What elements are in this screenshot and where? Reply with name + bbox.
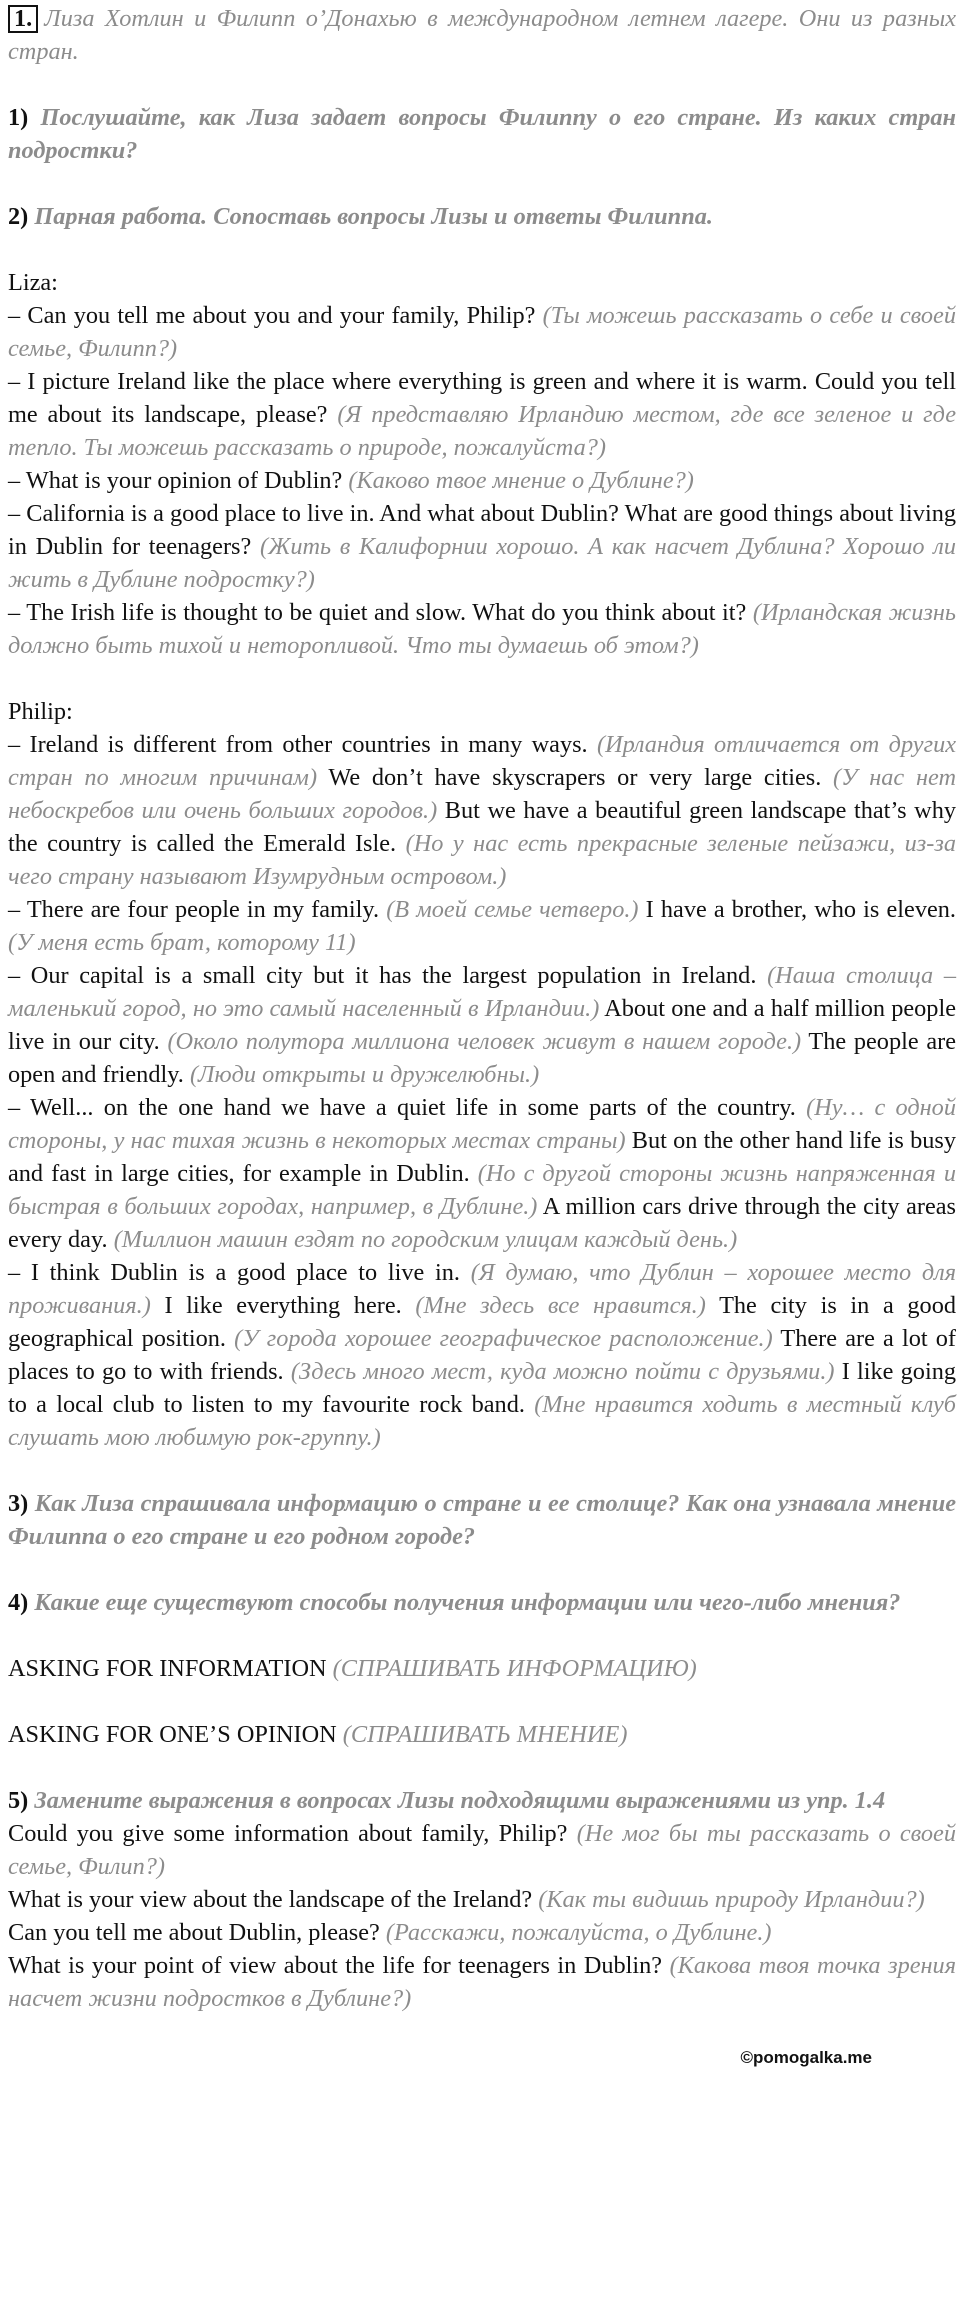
liza-line-ru: (Ты можешь рассказать о себе и своей семье, Филипп?) [8, 302, 956, 362]
liza-line [8, 365, 956, 464]
task-5-number: 5) [8, 1787, 29, 1814]
philip-sentence-en: There are a lot of places to go to with friends. [8, 1325, 956, 1385]
asking-info-en: ASKING FOR INFORMATION [8, 1655, 327, 1682]
philip-answer [8, 1091, 956, 1256]
liza-line-en: – Can you tell me about you and your family, Philip? [8, 302, 536, 329]
philip-sentence-ru: (Около полутора миллиона человек живут в нашем городе.) [167, 1028, 802, 1055]
philip-sentence-en: – Ireland is different from other countries in many ways. [8, 731, 588, 758]
philip-sentence-ru: (Люди открыты и дружелюбны.) [189, 1061, 540, 1088]
philip-sentence-en: – Our capital is a small city but it has the largest population in Ireland. [8, 962, 757, 989]
philip-sentence-en: – There are four people in my family. [8, 896, 380, 923]
liza-line-en: – What is your opinion of Dublin? [8, 467, 343, 494]
asking-for-information [8, 1652, 956, 1685]
philip-sentence-ru: (Я думаю, что Дублин – хорошее место для проживания.) [8, 1259, 957, 1319]
speaker-label-liza: Liza: [8, 269, 58, 296]
philip-sentence-en: I like everything here. [164, 1292, 402, 1319]
task-4-number: 4) [8, 1589, 29, 1616]
philip-sentence-en: About one and a half million people live in our city. [8, 995, 956, 1055]
task-2-text: Парная работа. Сопоставь вопросы Лизы и ответы Филиппа. [34, 203, 713, 230]
philip-sentence-ru: (Но у нас есть прекрасные зеленые пейзажи, из-за чего страну называют Изумрудным островом.) [8, 830, 956, 890]
philip-sentence-en: – Well... on the one hand we have a quiet life in some parts of the country. [8, 1094, 796, 1121]
speaker-label-philip: Philip: [8, 698, 73, 725]
answer-en: Can you tell me about Dublin, please? [8, 1919, 380, 1946]
philip-sentence-en: – I think Dublin is a good place to live in. [8, 1259, 460, 1286]
philip-sentence-ru: (Миллион машин ездят по городским улицам каждый день.) [113, 1226, 738, 1253]
asking-for-opinion [8, 1718, 956, 1751]
answer-line [8, 1916, 956, 1949]
philip-sentence-ru: (Здесь много мест, куда можно пойти с друзьями.) [290, 1358, 835, 1385]
liza-line-ru: (Ирландская жизнь должно быть тихой и неторопливой. Что ты думаешь об этом?) [8, 599, 956, 659]
task-4 [8, 1586, 956, 1619]
philip-answer [8, 893, 956, 959]
intro-text: Лиза Хотлин и Филипп о’Донахью в международном летнем лагере. Они из разных стран. [8, 5, 956, 65]
liza-line-ru: (Каково твое мнение о Дублине?) [348, 467, 694, 494]
answer-en: What is your point of view about the life for teenagers in Dublin? [8, 1952, 663, 1979]
task-3-number: 3) [8, 1490, 29, 1517]
answer-ru: (Какова твоя точка зрения насчет жизни подростков в Дублине?) [8, 1952, 956, 2012]
philip-sentence-en: The city is in a good geographical position. [8, 1292, 956, 1352]
liza-line-en: – The Irish life is thought to be quiet and slow. What do you think about it? [8, 599, 747, 626]
asking-opinion-ru: (СПРАШИВАТЬ МНЕНИЕ) [342, 1721, 628, 1748]
philip-sentence-ru: (Но с другой стороны жизнь напряженная и быстрая в больших городах, например, в Дублине.) [8, 1160, 957, 1220]
philip-sentence-ru: (Ну… с одной стороны, у нас тихая жизнь в некоторых местах страны) [8, 1094, 956, 1154]
philip-sentence-ru: (Ирландия отличается от других стран по многим причинам) [8, 731, 957, 791]
philip-sentence-en: The people are open and friendly. [8, 1028, 956, 1088]
philip-answer [8, 728, 956, 893]
liza-line [8, 497, 956, 596]
exercise-number: 1. [8, 5, 38, 33]
liza-line-ru: (Жить в Калифорнии хорошо. А как насчет Дублина? Хорошо ли жить в Дублине подростку?) [8, 533, 956, 593]
liza-line [8, 596, 956, 662]
answer-line [8, 1817, 956, 1883]
liza-line-ru: (Я представляю Ирландию местом, где все зеленое и где тепло. Ты можешь рассказать о природе, пожалуйста?) [8, 401, 956, 461]
liza-line [8, 299, 956, 365]
liza-line [8, 464, 956, 497]
philip-sentence-ru: (У города хорошее географическое расположение.) [234, 1325, 773, 1352]
philip-sentence-ru: (Мне нравится ходить в местный клуб слушать мою любимую рок-группу.) [8, 1391, 956, 1451]
philip-sentence-ru: (У нас нет небоскребов или очень больших городов.) [8, 764, 957, 824]
answer-line [8, 1883, 956, 1916]
answer-ru: (Расскажи, пожалуйста, о Дублине.) [385, 1919, 772, 1946]
answer-ru: (Не мог бы ты рассказать о своей семье, Филип?) [8, 1820, 956, 1880]
philip-answer [8, 1256, 956, 1454]
asking-opinion-en: ASKING FOR ONE’S OPINION [8, 1721, 337, 1748]
task-5 [8, 1784, 956, 1817]
philip-sentence-ru: (У меня есть брат, которому 11) [8, 929, 356, 956]
liza-line-en: – California is a good place to live in. And what about Dublin? What are good things about living in Dublin for teenagers? [8, 500, 956, 560]
site-watermark: ©pomogalka.me [740, 2048, 872, 2067]
philip-sentence-en: I like going to a local club to listen to my favourite rock band. [8, 1358, 956, 1418]
task-3-text: Как Лиза спрашивала информацию о стране и ее столице? Как она узнавала мнение Филиппа о его стране и его родном городе? [8, 1490, 956, 1550]
task-3 [8, 1487, 956, 1553]
exercise-page [8, 0, 956, 2015]
philip-sentence-en: I have a brother, who is eleven. [645, 896, 956, 923]
task-5-text: Замените выражения в вопросах Лизы подходящими выражениями из упр. 1.4 [34, 1787, 886, 1814]
answer-line [8, 1949, 956, 2015]
philip-sentence-en: A million cars drive through the city areas every day. [8, 1193, 957, 1253]
task-2 [8, 200, 956, 233]
task-1 [8, 101, 956, 167]
philip-sentence-en: But we have a beautiful green landscape that’s why the country is called the Emerald Isle. [8, 797, 956, 857]
philip-sentence-ru: (Мне здесь все нравится.) [415, 1292, 706, 1319]
answer-en: Could you give some information about family, Philip? [8, 1820, 568, 1847]
philip-sentence-ru: (В моей семье четверо.) [386, 896, 639, 923]
task-4-text: Какие еще существуют способы получения информации или чего-либо мнения? [34, 1589, 901, 1616]
answer-ru: (Как ты видишь природу Ирландии?) [538, 1886, 925, 1913]
exercise-intro [8, 2, 956, 68]
philip-sentence-ru: (Наша столица – маленький город, но это самый населенный в Ирландии.) [8, 962, 957, 1022]
philip-sentence-en: We don’t have skyscrapers or very large cities. [328, 764, 822, 791]
philip-answer [8, 959, 956, 1091]
asking-info-ru: (СПРАШИВАТЬ ИНФОРМАЦИЮ) [332, 1655, 697, 1682]
task-1-text: Послушайте, как Лиза задает вопросы Филиппу о его стране. Из каких стран подростки? [8, 104, 956, 164]
philip-sentence-en: But on the other hand life is busy and fast in large cities, for example in Dublin. [8, 1127, 956, 1187]
answer-en: What is your view about the landscape of the Ireland? [8, 1886, 533, 1913]
task-1-number: 1) [8, 104, 29, 131]
liza-line-en: – I picture Ireland like the place where everything is green and where it is warm. Could you tell me about its landscape, please? [8, 368, 956, 428]
task-2-number: 2) [8, 203, 29, 230]
